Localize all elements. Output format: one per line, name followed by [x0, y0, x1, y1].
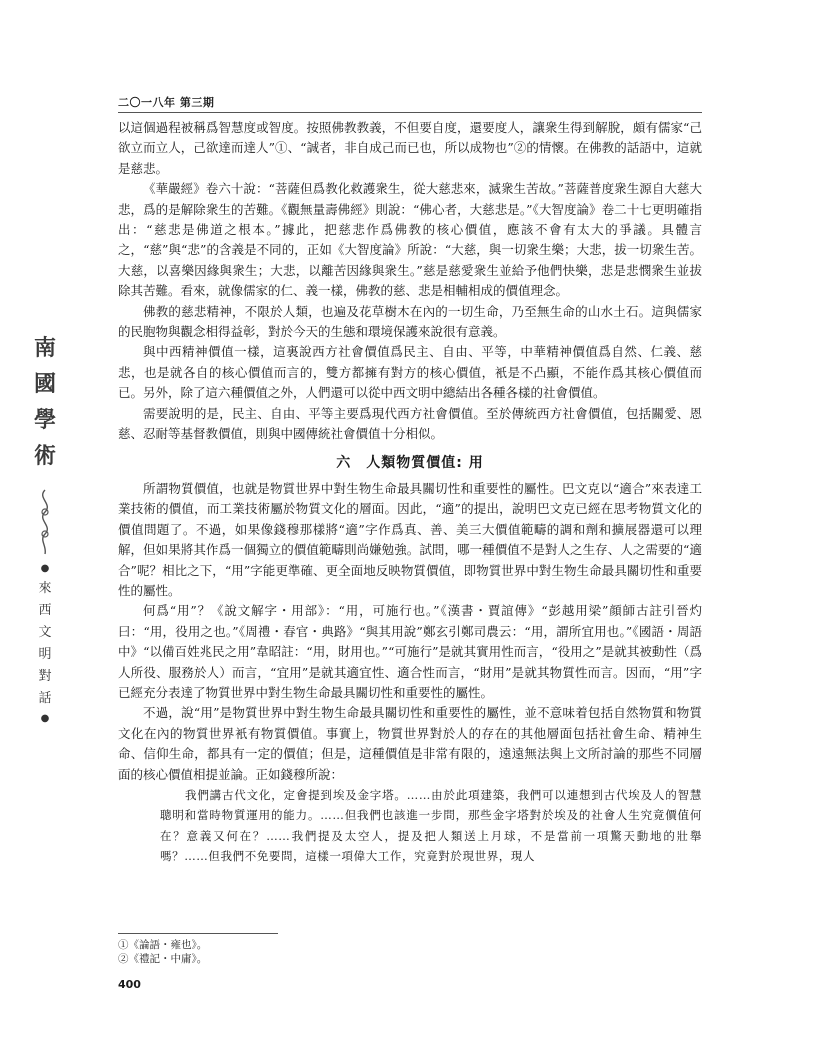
paragraph: 佛教的慈悲精神，不限於人類，也遍及花草樹木在內的一切生命，乃至無生命的山水土石。這與儒家的民胞物與觀念相得益彰，對於今天的生態和環境保護來說很有意義。 [118, 303, 702, 340]
footnote: ①《論語・雍也》。 [118, 939, 208, 951]
column-title-char: 來 [38, 581, 52, 596]
paragraph: 所謂物質價值，也就是物質世界中對生物生命最具關切性和重要性的屬性。巴文克以“適合”來表達工業技術的價值，而工業技術屬於物質文化的層面。因此，“適”的提出，說明巴文克已經在思考物質文化的價值問題了。不過，如果像錢穆那樣將“適”字作爲真、善、美三大價值範疇的調和劑和擴展器還可以理解，但如果將其作爲一個獨立的價值範疇則尚嫌勉強。試問，哪一種價值不是對人之生存、人之需要的“適合”呢？相比之下，“用”字能更準確、更全面地反映物質價值，即物質世界中對生物生命最具關切性和重要性的屬性。 [118, 480, 702, 598]
paragraph: 不過，說“用”是物質世界中對生物生命最具關切性和重要性的屬性，並不意味着包括自然物質和物質文化在內的物質世界衹有物質價值。事實上，物質世界對於人的存在的其他層面包括社會生命、精神生命、信仰生命，都具有一定的價值；但是，這種價值是非常有限的，遠遠無法與上文所討論的那些不同層面的核心價值相提並論。正如錢穆所說： [118, 705, 702, 782]
footnotes [118, 938, 702, 966]
column-title-char: 文 [38, 625, 52, 640]
main-text [118, 118, 702, 867]
paragraph: 以這個過程被稱爲智慧度或智度。按照佛教教義，不但要自度，還要度人，讓衆生得到解脫，頗有儒家“己欲立而立人，己欲達而達人”①、“誠者，非自成己而已也，所以成物也”②的情懷。在佛教的話語中，這就是慈悲。 [118, 120, 702, 176]
column-title-char: 西 [38, 603, 52, 618]
paragraph: 《華嚴經》卷六十說：“菩薩但爲教化救護衆生，從大慈悲來，滅衆生苦故。”菩薩普度衆生源自大慈大悲，爲的是解除衆生的苦難。《觀無量壽佛經》則說：“佛心者，大慈悲是。”《大智度論》卷二十七更明確指出：“慈悲是佛道之根本。”據此，把慈悲作爲佛教的核心價值，應該不會有太大的爭議。具體言之，“慈”與“悲”的含義是不同的，正如《大智度論》所說：“大慈，與一切衆生樂；大悲，拔一切衆生苦。大慈，以喜樂因緣與衆生；大悲，以離苦因緣與衆生。”慈是慈愛衆生並給予他們快樂，悲是悲憫衆生並拔除其苦難。看來，就像儒家的仁、義一樣，佛教的慈、悲是相輔相成的價值理念。 [118, 181, 702, 299]
header-rule [118, 112, 702, 113]
paragraph: 何爲“用”？《說文解字・用部》：“用，可施行也。”《漢書・賈誼傳》“彭越用梁”顔師古註引晉灼曰：“用，役用之也。”《周禮・春官・典路》“與其用說”鄭玄引鄭司農云：“用，謂所宜用也。”《國語・周語中》“以備百姓兆民之用”韋昭註：“用，財用也。”“可施行”是就其實用性而言，“役用之”是就其被動性（爲人所役、服務於人）而言，“宜用”是就其適宜性、適合性而言，“財用”是就其物質性而言。因而，“用”字已經充分表達了物質世界中對生物生命最具關切性和重要性的屬性。 [118, 603, 702, 700]
footnote-rule [118, 933, 278, 934]
decorative-flourish-icon [33, 488, 57, 558]
column-title-char: 話 [38, 691, 52, 706]
column-title-char: 明 [38, 647, 52, 662]
page-number: 400 [118, 978, 141, 991]
journal-vertical-title [30, 330, 60, 474]
journal-title-char: 南 [33, 335, 56, 361]
section-heading: 六 人類物質價值: 用 [336, 454, 484, 471]
journal-title-char: 學 [33, 407, 56, 433]
journal-title-char: 術 [33, 443, 56, 469]
running-header: 二〇一八年 第三期 [118, 96, 215, 109]
paragraph: 需要說明的是，民主、自由、平等主要爲現代西方社會價值。至於傳統西方社會價值，包括關愛、恩慈、忍耐等基督教價值，則與中國傳統社會價值十分相似。 [118, 405, 702, 442]
journal-title-char: 國 [33, 371, 56, 397]
bullet-dot-icon: ● [40, 713, 50, 724]
bullet-dot-icon: ● [40, 563, 50, 574]
column-vertical-title [34, 560, 56, 728]
paragraph: 與中西精神價值一樣，這裏說西方社會價值爲民主、自由、平等，中華精神價值爲自然、仁義、慈悲，也是就各自的核心價值而言的，雙方都擁有對方的核心價值，衹是不凸顯，不能作爲其核心價值而已。另外，除了這六種價值之外，人們還可以從中西文明中總結出各種各樣的社會價值。 [118, 344, 702, 401]
footnote: ②《禮記・中庸》。 [118, 953, 208, 965]
column-title-char: 對 [38, 669, 52, 684]
block-quote: 我們講古代文化，定會提到埃及金字塔。……由於此項建築，我們可以連想到古代埃及人的智慧聰明和當時物質運用的能力。……但我們也該進一步問，那些金字塔對於埃及的社會人生究竟價值何在？意義又何在？……我們提及太空人，提及把人類送上月球，不是當前一項驚天動地的壯舉嗎？……但我們不免要問，這樣一項偉大工作，究竟對於現世界，現人 [160, 788, 702, 864]
